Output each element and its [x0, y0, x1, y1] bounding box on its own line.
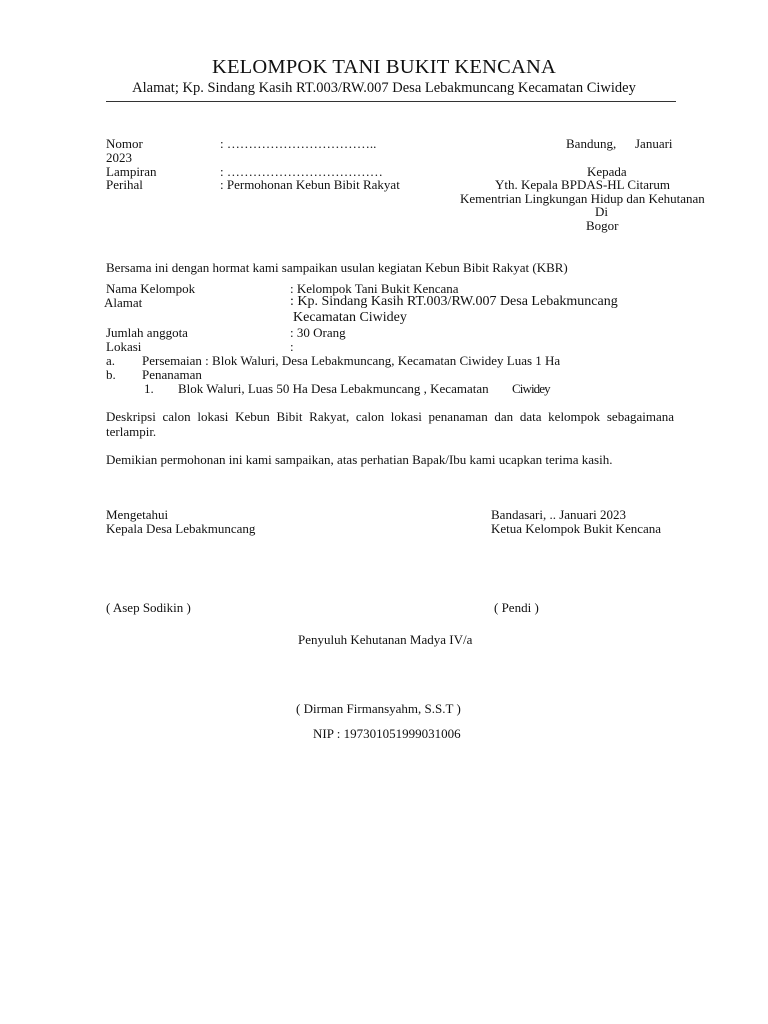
- closing-paragraph: Demikian permohonan ini kami sampaikan, atas perhatian Bapak/Ibu kami ucapkan terima kasih.: [106, 452, 613, 467]
- lampiran-label: Lampiran: [106, 164, 157, 179]
- description-paragraph: Deskripsi calon lokasi Kebun Bibit Rakyat, calon lokasi penanaman dan data kelompok sebagaimana terlampir.: [106, 409, 674, 439]
- organization-address: Alamat; Kp. Sindang Kasih RT.003/RW.007 Desa Lebakmuncang Kecamatan Ciwidey: [132, 80, 636, 96]
- perihal-label: Perihal: [106, 177, 143, 192]
- right-signature-title: Ketua Kelompok Bukit Kencana: [491, 521, 662, 536]
- recipient-line-2: Kementrian Lingkungan Hidup dan Kehutanan: [460, 191, 705, 206]
- recipient-city: Bogor: [586, 218, 619, 233]
- recipient-line-1: Yth. Kepala BPDAS-HL Citarum: [495, 177, 670, 192]
- jumlah-anggota-value: : 30 Orang: [290, 325, 346, 340]
- center-signature-nip: NIP : 197301051999031006: [313, 726, 461, 741]
- lokasi-label: Lokasi: [106, 339, 142, 354]
- alamat-value-line-2: Kecamatan Ciwidey: [293, 310, 407, 325]
- jumlah-anggota-label: Jumlah anggota: [106, 325, 188, 340]
- left-signature-title: Kepala Desa Lebakmuncang: [106, 521, 256, 536]
- letter-date-year: 2023: [106, 150, 132, 165]
- letter-date-city: Bandung,: [566, 136, 617, 151]
- lampiran-value: : ………………………………: [220, 164, 383, 179]
- sub-item-1-marker: 1.: [144, 381, 154, 396]
- center-signature-name: ( Dirman Firmansyahm, S.S.T ): [296, 701, 461, 716]
- left-signature-name: ( Asep Sodikin ): [106, 600, 191, 615]
- nama-kelompok-value: : Kelompok Tani Bukit Kencana: [290, 281, 459, 296]
- letter-date-month: Januari: [635, 136, 673, 151]
- nama-kelompok-label: Nama Kelompok: [106, 281, 196, 296]
- sub-item-1-tail: Ciwidey: [512, 381, 550, 396]
- center-signature-title: Penyuluh Kehutanan Madya IV/a: [298, 632, 473, 647]
- lokasi-value: :: [290, 339, 294, 354]
- letterhead-divider: [106, 101, 676, 102]
- intro-paragraph: Bersama ini dengan hormat kami sampaikan usulan kegiatan Kebun Bibit Rakyat (KBR): [106, 260, 568, 275]
- alamat-value-line-1: : Kp. Sindang Kasih RT.003/RW.007 Desa Lebakmuncang: [290, 294, 618, 309]
- nomor-label: Nomor: [106, 136, 143, 151]
- recipient-kepada: Kepada: [587, 164, 627, 179]
- item-b-penanaman: Penanaman: [142, 367, 202, 382]
- right-signature-date: Bandasari, .. Januari 2023: [491, 507, 627, 522]
- nomor-value: : ……………………………..: [220, 136, 377, 151]
- sub-item-1-text: Blok Waluri, Luas 50 Ha Desa Lebakmuncang , Kecamatan: [178, 381, 489, 396]
- item-a-marker: a.: [106, 353, 116, 368]
- perihal-value: : Permohonan Kebun Bibit Rakyat: [220, 177, 400, 192]
- right-signature-name: ( Pendi ): [494, 600, 539, 615]
- item-b-marker: b.: [106, 367, 116, 382]
- organization-title: KELOMPOK TANI BUKIT KENCANA: [211, 56, 557, 78]
- item-a-persemaian: Persemaian : Blok Waluri, Desa Lebakmuncang, Kecamatan Ciwidey Luas 1 Ha: [142, 353, 561, 368]
- alamat-label: Alamat: [104, 295, 143, 310]
- left-signature-heading: Mengetahui: [106, 507, 169, 522]
- recipient-di: Di: [595, 204, 608, 219]
